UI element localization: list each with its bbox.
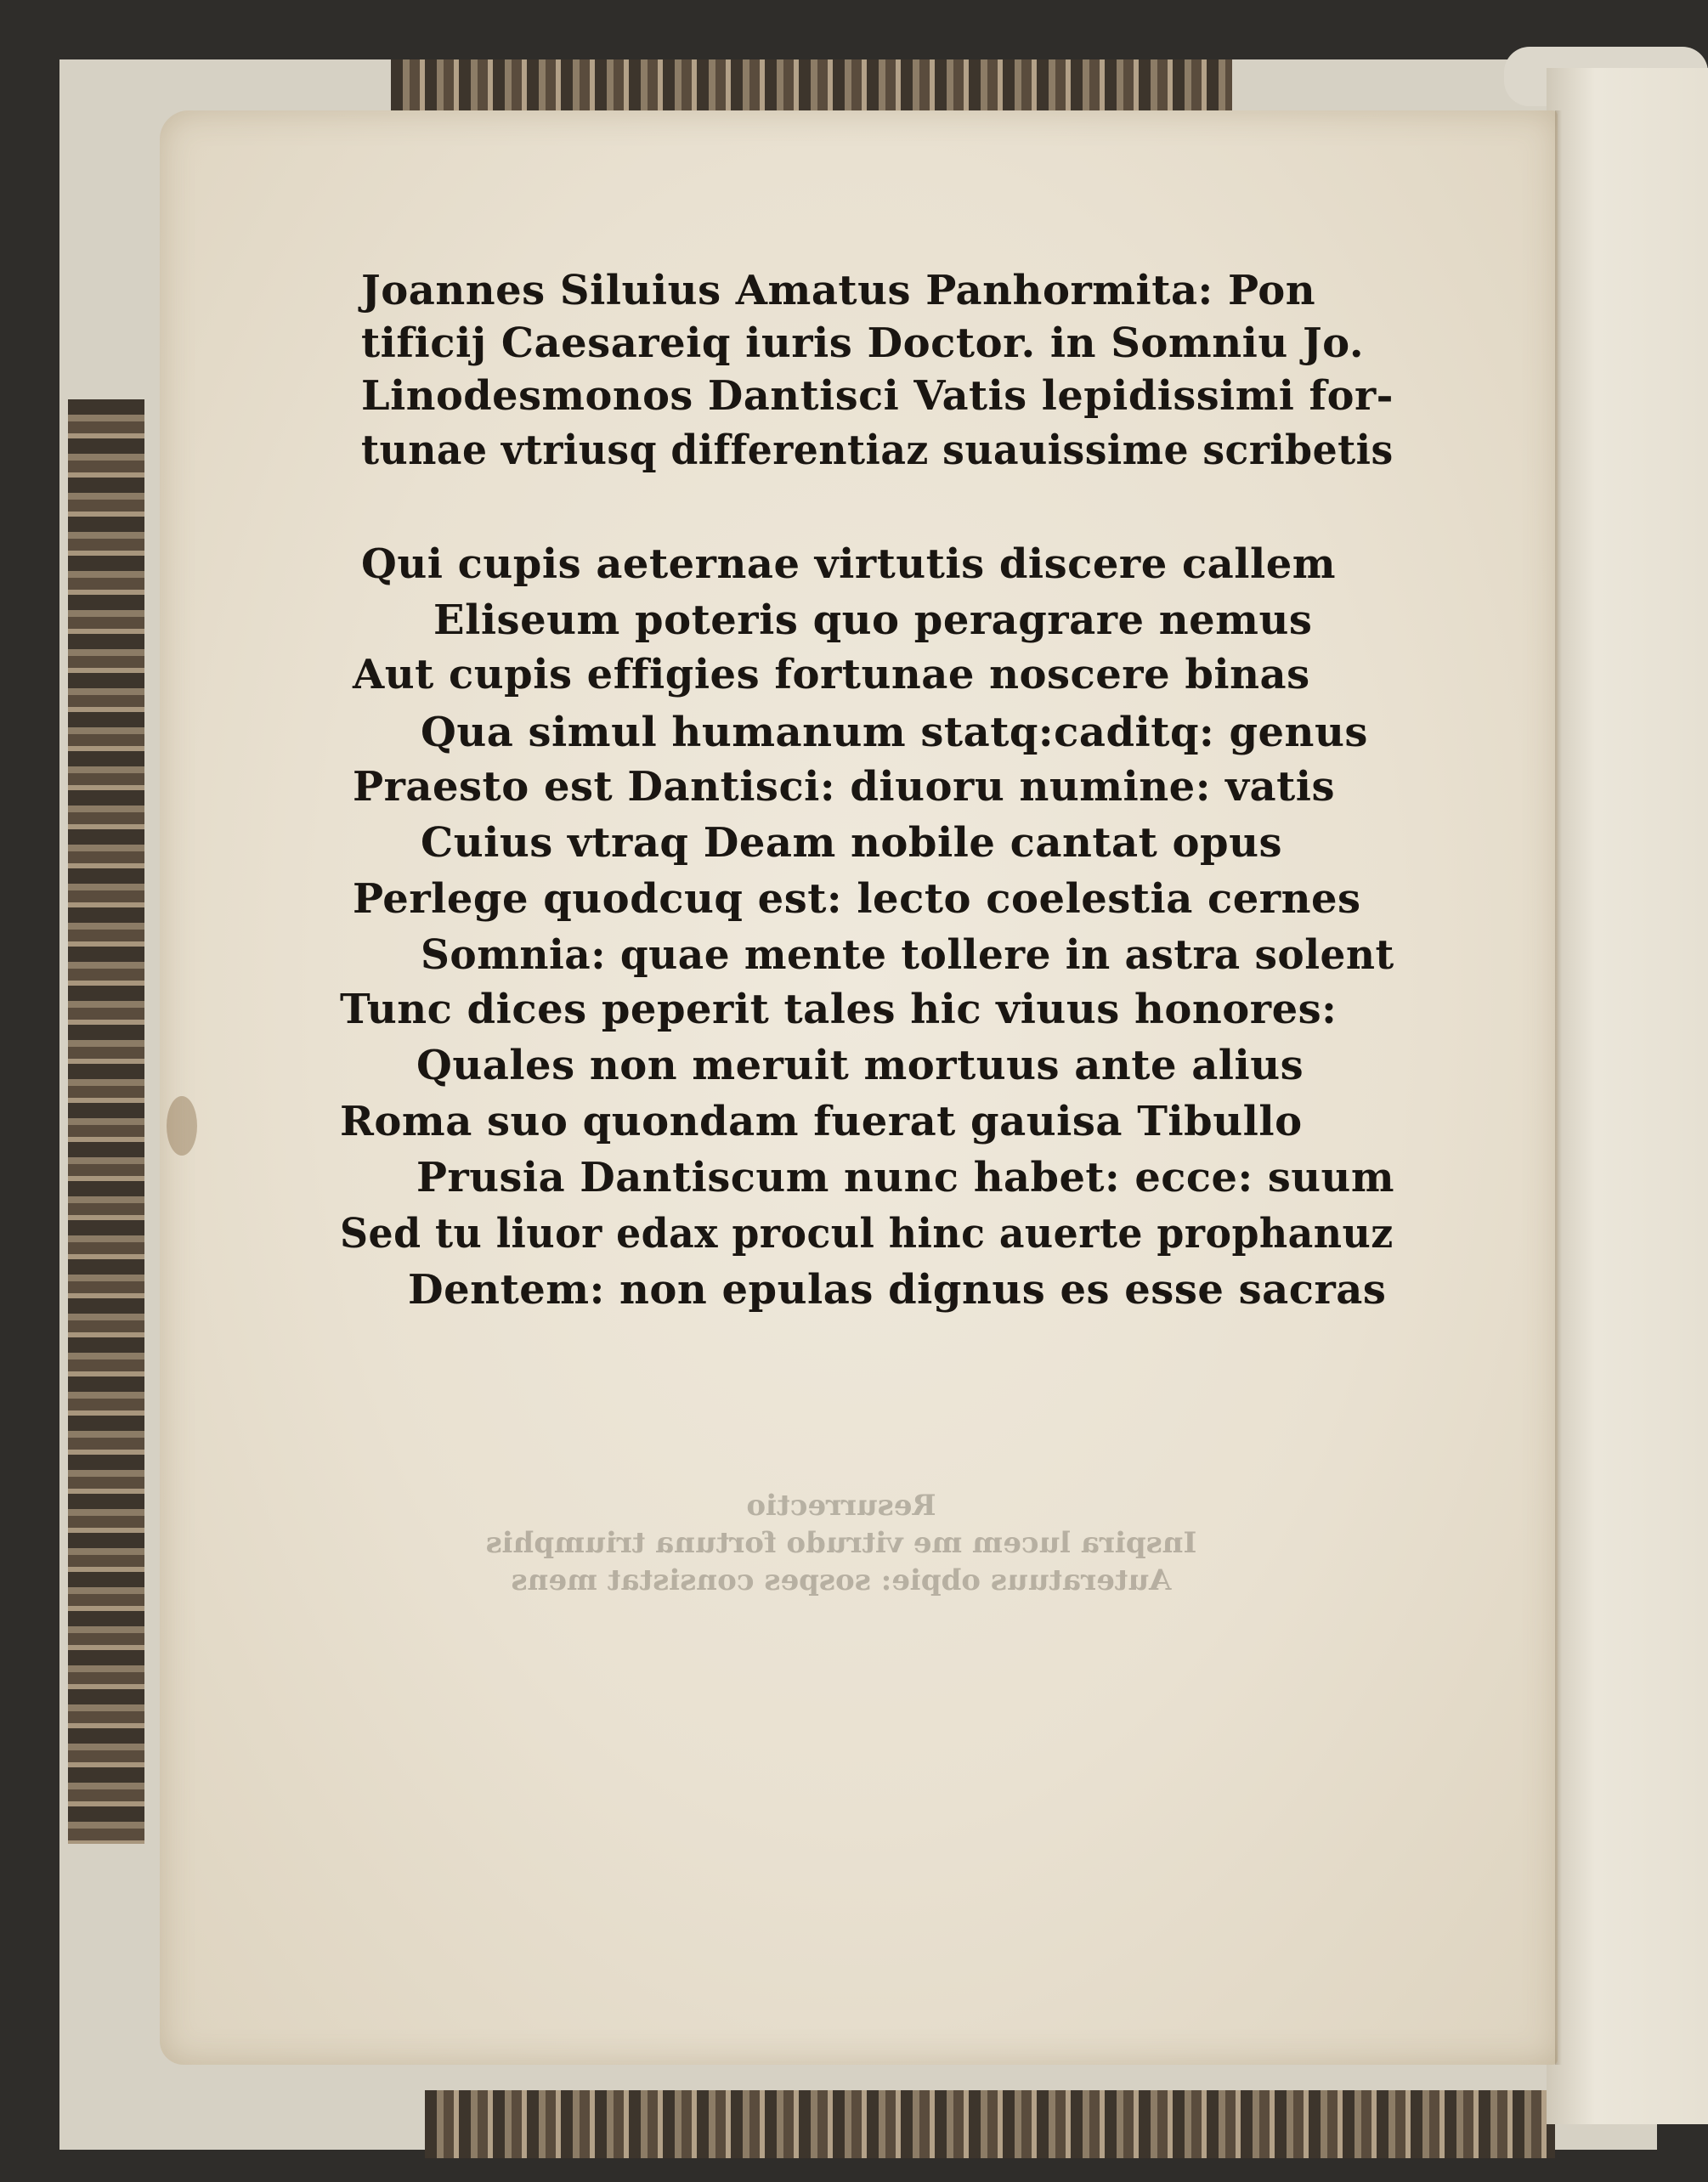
poem-line: Dentem: non epulas dignus es esse sacras bbox=[408, 1266, 1387, 1314]
poem-line: Prusia Dantiscum nunc habet: ecce: suum bbox=[416, 1154, 1394, 1201]
poem-line: Praesto est Dantisci: diuoru numine: vatis bbox=[353, 763, 1336, 811]
heading-line-1: Joannes Siluius Amatus Panhormita: Pon bbox=[361, 267, 1316, 314]
poem-line: Eliseum poteris quo peragrare nemus bbox=[433, 596, 1313, 644]
poem-line: Tunc dices peperit tales hic viuus honores: bbox=[340, 986, 1338, 1033]
poem-line: Somnia: quae mente tollere in astra solent bbox=[421, 931, 1394, 979]
poem-line: Aut cupis effigies fortunae noscere binas bbox=[353, 651, 1310, 698]
show-through-line: Auteratuus obpie: sospes consistat mens bbox=[511, 1563, 1172, 1597]
heading-line-2: tificij Caesareiq iuris Doctor. in Somniu Jo. bbox=[361, 319, 1365, 367]
poem-line: Roma suo quondam fuerat gauisa Tibullo bbox=[340, 1098, 1303, 1145]
heading-line-4: tunae vtriusq differentiaz suauissime scribetis bbox=[361, 427, 1394, 474]
poem-line: Sed tu liuor edax procul hinc auerte prophanuz bbox=[340, 1210, 1394, 1258]
show-through-line: Resurrectio bbox=[746, 1489, 936, 1523]
poem-line: Quales non meruit mortuus ante alius bbox=[416, 1042, 1304, 1089]
show-through-line: Inspira lucem me vitrudo fortuna triumphis bbox=[485, 1526, 1197, 1560]
poem-line: Qui cupis aeternae virtutis discere callem bbox=[361, 540, 1337, 588]
poem-line: Cuius vtraq Deam nobile cantat opus bbox=[421, 819, 1283, 867]
heading-line-3: Linodesmonos Dantisci Vatis lepidissimi for- bbox=[361, 372, 1394, 420]
poem-line: Perlege quodcuq est: lecto coelestia cernes bbox=[353, 875, 1361, 923]
poem-line: Qua simul humanum statq:caditq: genus bbox=[421, 709, 1368, 756]
